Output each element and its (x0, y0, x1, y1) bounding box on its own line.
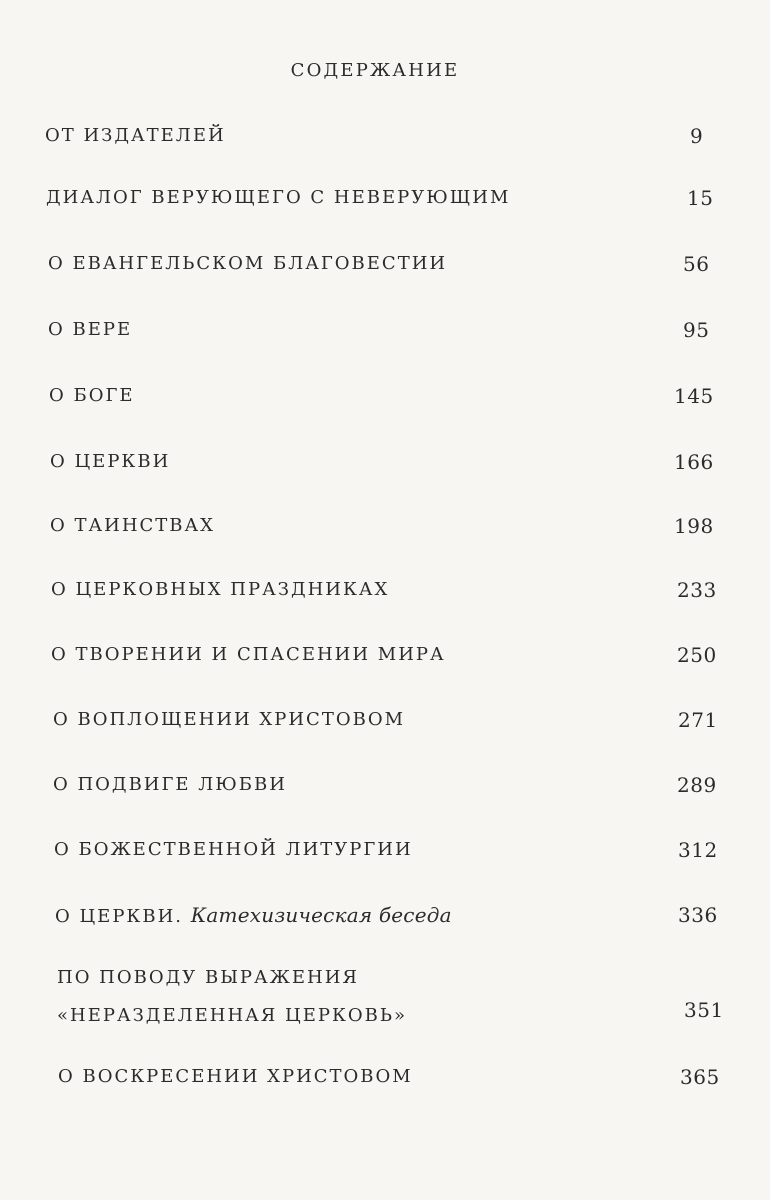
toc-entry-title: О БОЖЕСТВЕННОЙ ЛИТУРГИИ (54, 839, 413, 860)
toc-entry-page: 9 (690, 124, 704, 148)
toc-entry-title: ДИАЛОГ ВЕРУЮЩЕГО С НЕВЕРУЮЩИМ (46, 187, 511, 208)
toc-entry-page: 289 (677, 773, 717, 797)
toc-entry-title: ОТ ИЗДАТЕЛЕЙ (45, 125, 226, 146)
toc-entry-title-main: О ЦЕРКВИ. (55, 906, 184, 927)
toc-entry-title: О ТВОРЕНИИ И СПАСЕНИИ МИРА (51, 644, 446, 665)
toc-entry-title: О ВОПЛОЩЕНИИ ХРИСТОВОМ (53, 709, 406, 730)
toc-entry-page: 312 (678, 838, 718, 862)
toc-entry-title: О ЦЕРКВИ (50, 451, 171, 472)
toc-entry-page: 166 (674, 450, 714, 474)
toc-entry-page: 351 (684, 998, 724, 1022)
toc-heading: СОДЕРЖАНИЕ (290, 60, 460, 81)
toc-entry-page: 336 (678, 903, 718, 927)
toc-entry-page: 15 (687, 186, 714, 210)
toc-entry-page: 56 (683, 252, 710, 276)
toc-entry-page: 95 (683, 318, 710, 342)
toc-entry-page: 250 (677, 643, 717, 667)
toc-entry-title: О ТАИНСТВАХ (50, 515, 215, 536)
toc-entry-title: О БОГЕ (49, 385, 135, 406)
toc-entry-title: О ЦЕРКОВНЫХ ПРАЗДНИКАХ (51, 579, 390, 600)
toc-entry-page: 145 (674, 384, 714, 408)
toc-entry-page: 271 (678, 708, 718, 732)
toc-entry-title (55, 903, 452, 929)
toc-entry-page: 198 (674, 514, 714, 538)
toc-entry-title: О ЕВАНГЕЛЬСКОМ БЛАГОВЕСТИИ (48, 253, 448, 274)
toc-entry-title-line2: «НЕРАЗДЕЛЕННАЯ ЦЕРКОВЬ» (57, 1005, 408, 1026)
toc-entry-subtitle: Катехизическая беседа (190, 903, 452, 927)
toc-entry-page: 233 (677, 578, 717, 602)
toc-entry-title-line1: ПО ПОВОДУ ВЫРАЖЕНИЯ (57, 967, 359, 988)
toc-entry-title: О ПОДВИГЕ ЛЮБВИ (53, 774, 287, 795)
toc-entry-title (57, 966, 407, 1028)
toc-entry-title: О ВОСКРЕСЕНИИ ХРИСТОВОМ (58, 1066, 413, 1087)
toc-entry-title: О ВЕРЕ (48, 319, 133, 340)
toc-entry-page: 365 (680, 1065, 720, 1089)
